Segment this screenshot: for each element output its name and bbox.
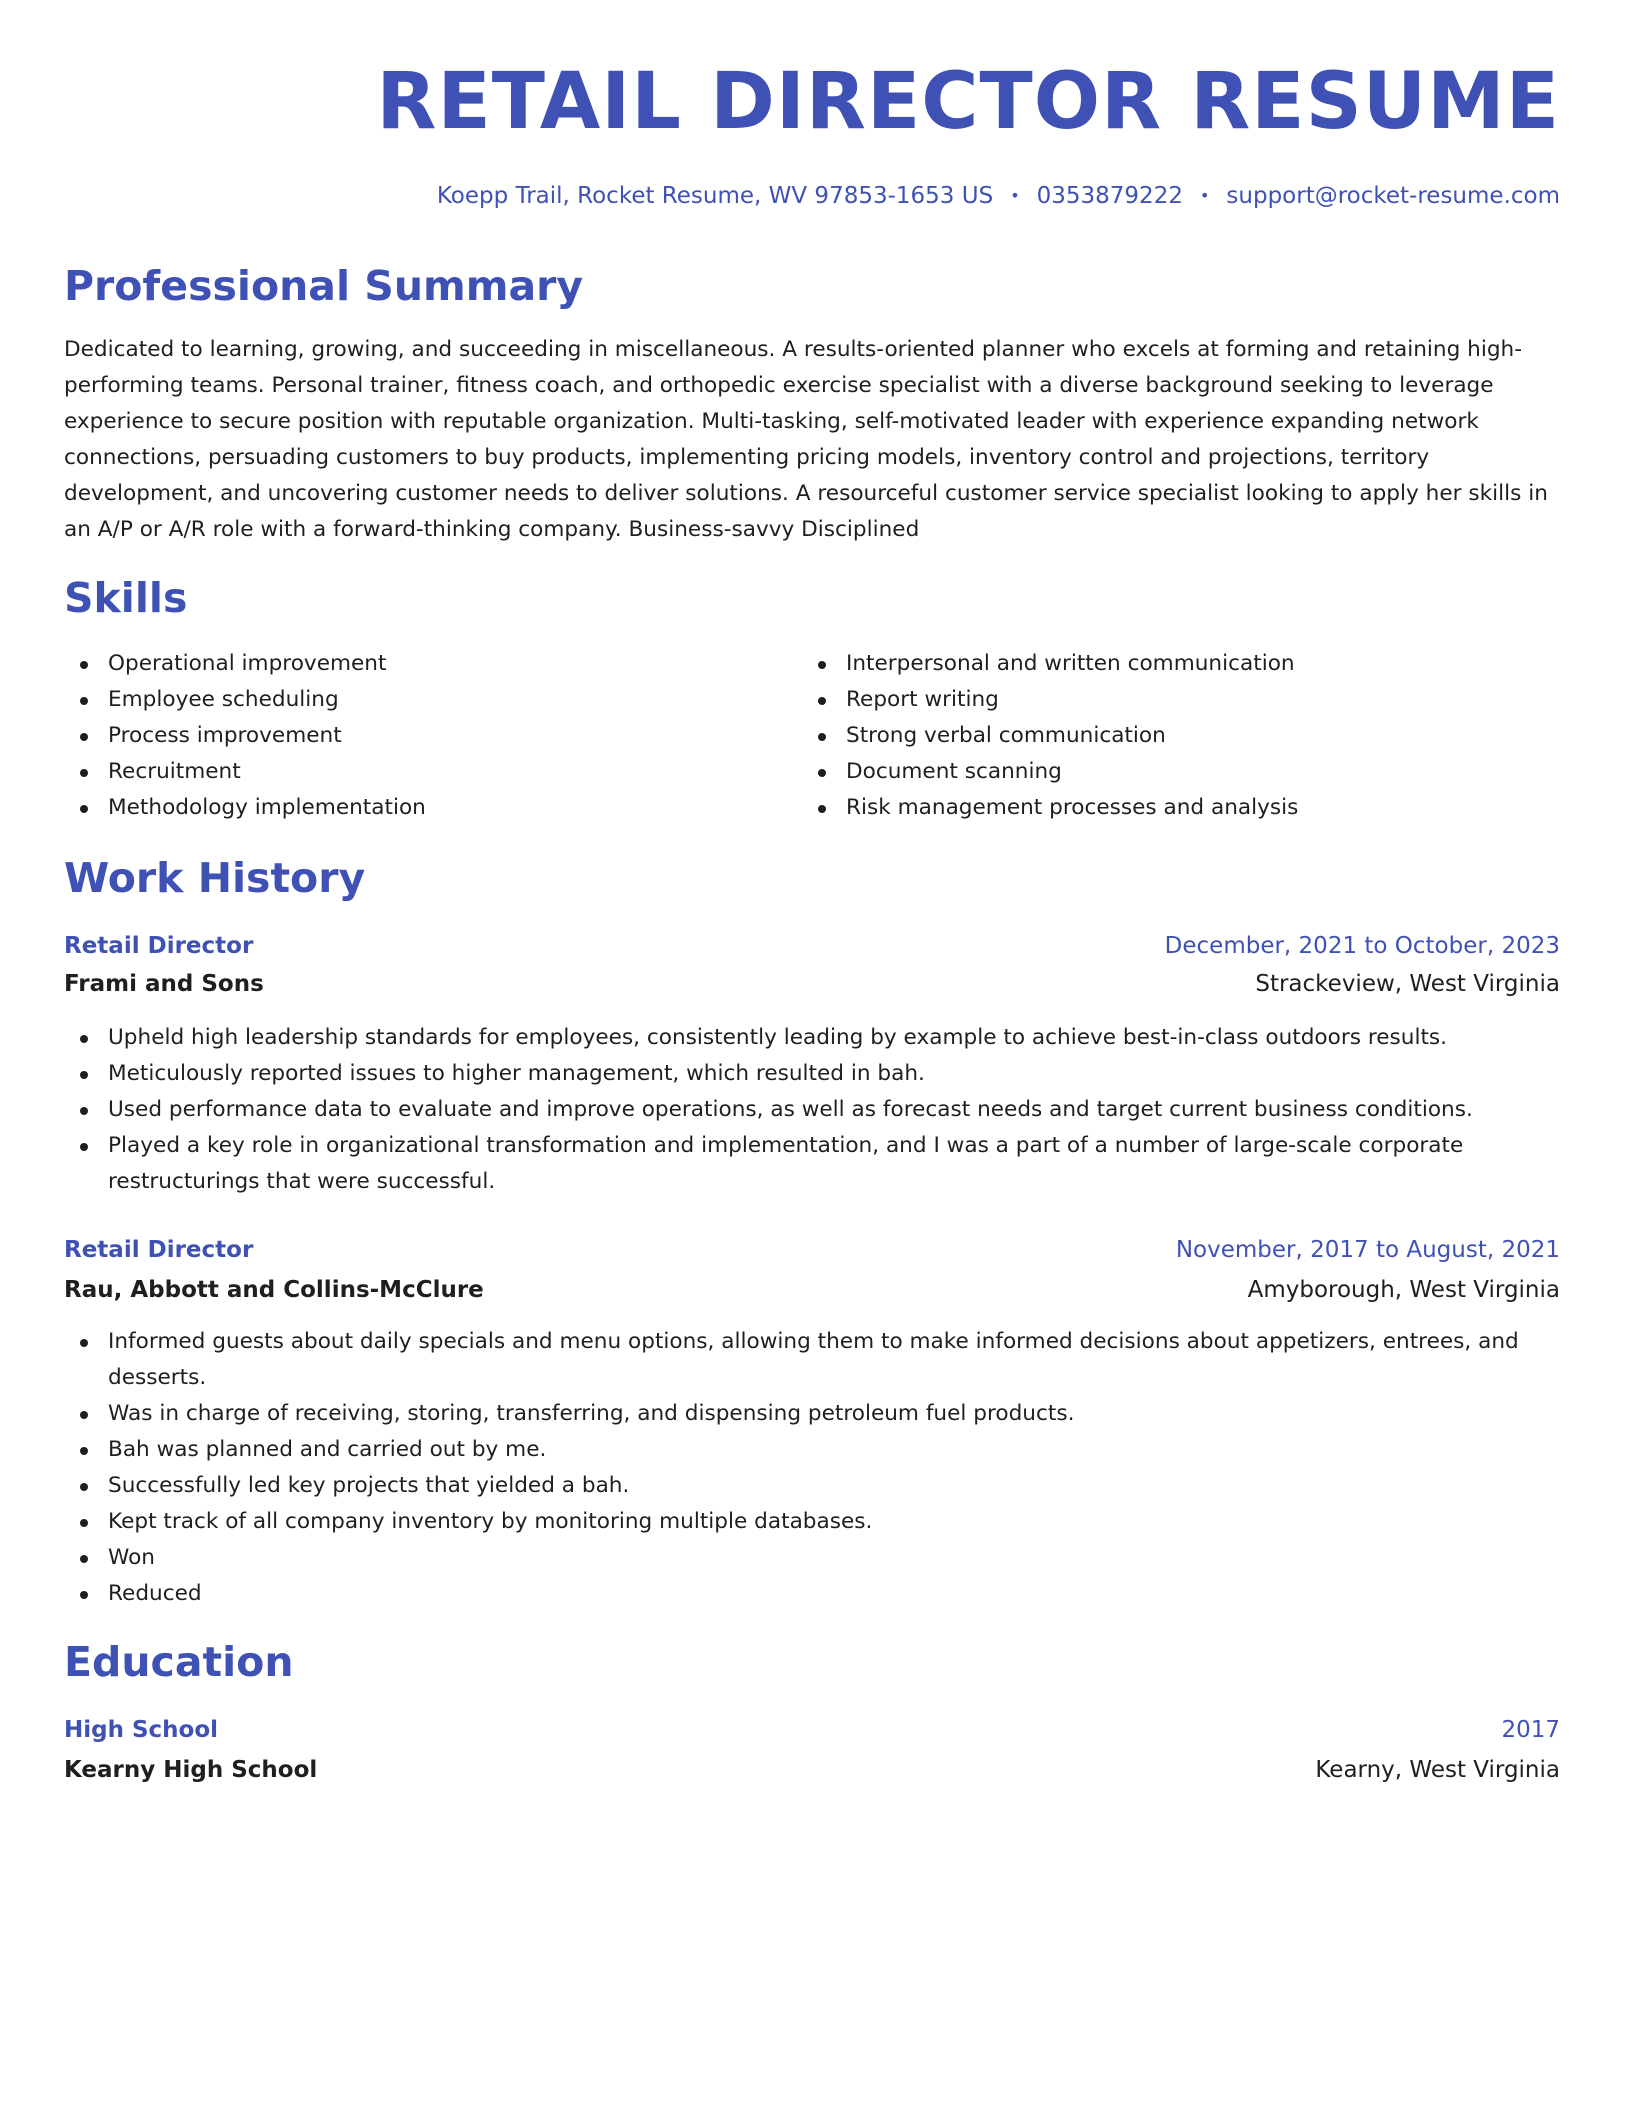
job-company: Rau, Abbott and Collins-McClure [64,1277,484,1303]
summary-text: Dedicated to learning, growing, and succeeding in miscellaneous. A results-oriented planner who excels at forming and retaining high-performing teams. Personal trainer, fitness coach, and orthopedic exercise specialist with a diverse background seeking to leverage experience to secure position with reputable organization. Multi-tasking, self-motivated leader with experience expanding network connections, persuading customers to buy products, implementing pricing models, inventory control and projections, territory development, and uncovering customer needs to deliver solutions. A resourceful customer service specialist looking to apply her skills in an A/P or A/R role with a forward-thinking company. Business-savvy Disciplined [64,337,1548,542]
job-title: Retail Director [64,1237,254,1263]
education-degree: High School [64,1717,219,1743]
job-bullets [64,1020,1560,1200]
job-subheader [64,1274,1560,1306]
contact-email[interactable]: support@rocket-resume.com [1226,183,1560,209]
job-bullet: Used performance data to evaluate and improve operations, as well as forecast needs and target current business conditions. [64,1092,1560,1128]
contact-phone[interactable]: 0353879222 [1036,183,1183,209]
job-bullet: Was in charge of receiving, storing, transferring, and dispensing petroleum fuel products. [64,1396,1560,1432]
skill-item: Interpersonal and written communication [802,646,1522,682]
summary-heading: Professional Summary [64,262,584,310]
job-bullet: Informed guests about daily specials and menu options, allowing them to make informed decisions about appetizers, entrees, and desserts. [64,1324,1560,1396]
skill-item: Employee scheduling [64,682,784,718]
skill-item: Risk management processes and analysis [802,790,1522,826]
education-header [64,1714,1560,1746]
job-bullet: Meticulously reported issues to higher management, which resulted in bah. [64,1056,1560,1092]
skill-item: Report writing [802,682,1522,718]
job-bullet: Upheld high leadership standards for employees, consistently leading by example to achieve best-in-class outdoors results. [64,1020,1560,1056]
job-bullet: Played a key role in organizational transformation and implementation, and I was a part of a number of large-scale corporate restructurings that were successful. [64,1128,1560,1200]
job-dates: December, 2021 to October, 2023 [1164,933,1560,959]
job-bullet: Won [64,1540,1560,1576]
work-history-heading: Work History [64,854,366,902]
contact-address: Koepp Trail, Rocket Resume, WV 97853-1653 US [436,183,994,209]
job-title: Retail Director [64,933,254,959]
job-dates: November, 2017 to August, 2021 [1175,1237,1560,1263]
skills-list-right [802,646,1522,826]
skill-item: Process improvement [64,718,784,754]
skills-list-left [64,646,784,826]
job-bullet: Successfully led key projects that yielded a bah. [64,1468,1560,1504]
contact-separator: • [1199,186,1210,205]
skill-item: Recruitment [64,754,784,790]
contact-separator: • [1010,186,1020,205]
job-bullets [64,1324,1560,1612]
job-location: Amyborough, West Virginia [1247,1277,1560,1303]
skill-item: Document scanning [802,754,1522,790]
job-company: Frami and Sons [64,971,264,997]
skill-item: Operational improvement [64,646,784,682]
skill-item: Methodology implementation [64,790,784,826]
resume-page [64,0,1560,2112]
job-subheader [64,968,1560,1000]
job-location: Strackeview, West Virginia [1255,971,1560,997]
job-header [64,930,1560,962]
job-header [64,1234,1560,1266]
skills-heading: Skills [64,574,188,622]
resume-title: RETAIL DIRECTOR RESUME [376,57,1560,147]
education-location: Kearny, West Virginia [1315,1757,1560,1783]
job-bullet: Reduced [64,1576,1560,1612]
education-heading: Education [64,1638,294,1686]
job-bullet: Bah was planned and carried out by me. [64,1432,1560,1468]
education-subheader [64,1754,1560,1786]
skill-item: Strong verbal communication [802,718,1522,754]
education-school: Kearny High School [64,1757,318,1783]
education-year: 2017 [1501,1717,1560,1743]
contact-line [437,180,1560,212]
job-bullet: Kept track of all company inventory by monitoring multiple databases. [64,1504,1560,1540]
